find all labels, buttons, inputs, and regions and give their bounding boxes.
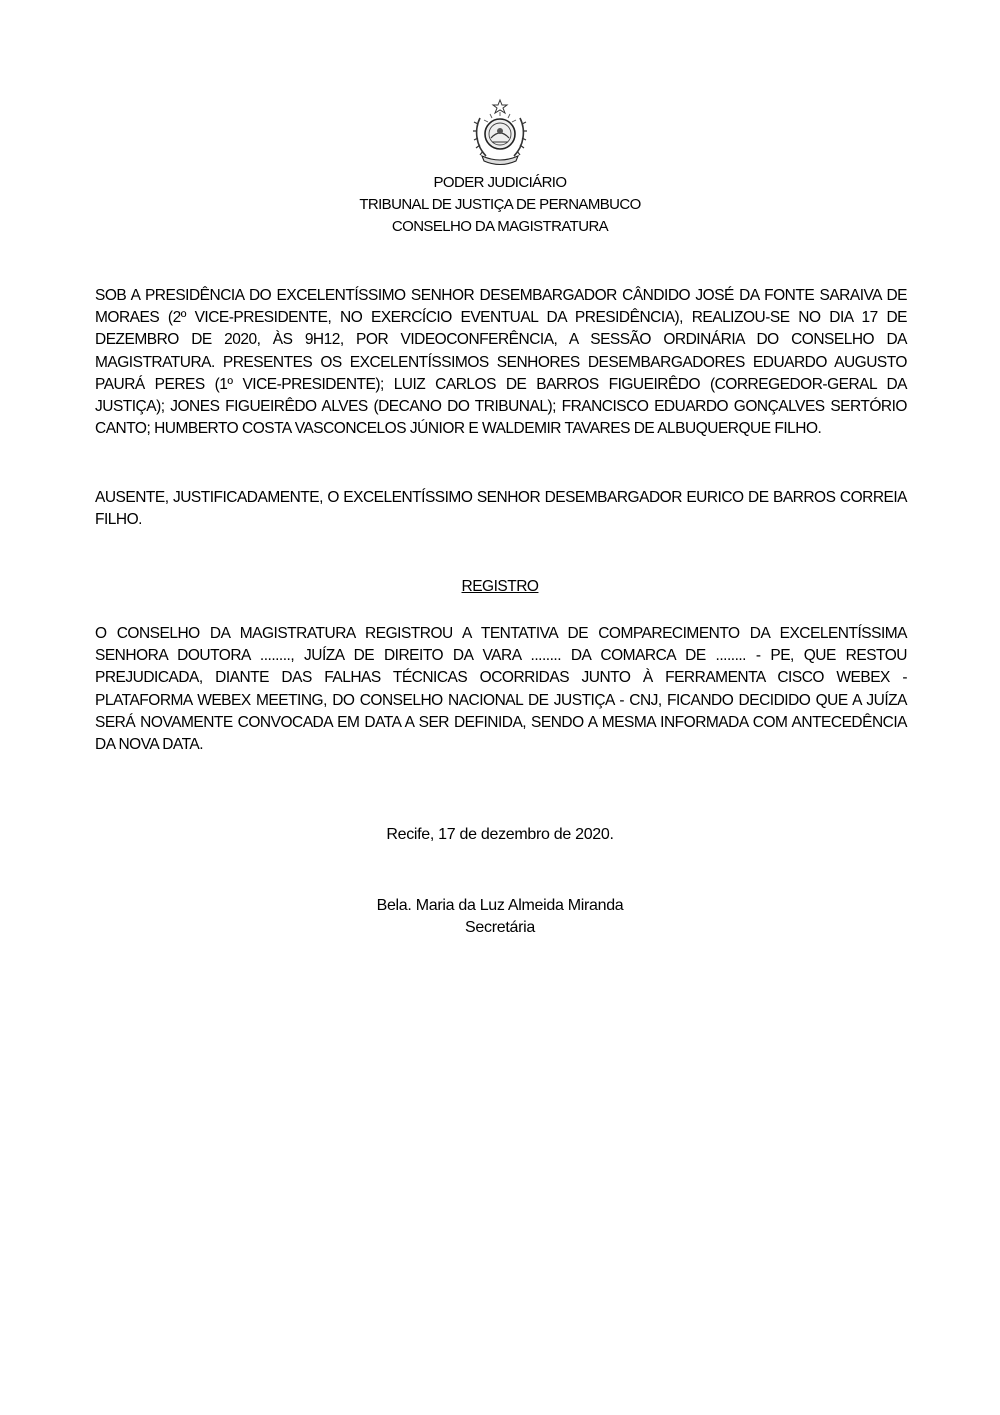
registro-paragraph: O CONSELHO DA MAGISTRATURA REGISTROU A TENTATIVA DE COMPARECIMENTO DA EXCELENTÍSSIMA SENHORA DOUTORA ........, JUÍZA DE DIREITO DA VARA ........ DA COMARCA DE ........ - PE, QUE RESTOU PREJUDICADA, DIANTE DAS FALHAS TÉCNICAS OCORRIDAS JUNTO À FERRAMENTA CISCO WEBEX - PLATAFORMA WEBEX MEETING, DO CONSELHO NACIONAL DE JUSTIÇA - CNJ, FICANDO DECIDIDO QUE A JUÍZA SERÁ NOVAMENTE CONVOCADA EM DATA A SER DEFINIDA, SENDO A MESMA INFORMADA COM ANTECEDÊNCIA DA NOVA DATA.	[95, 625, 907, 754]
place-date: Recife, 17 de dezembro de 2020.	[386, 826, 614, 843]
header-line-1: PODER JUDICIÁRIO	[433, 174, 567, 191]
session-paragraph: SOB A PRESIDÊNCIA DO EXCELENTÍSSIMO SENHOR DESEMBARGADOR CÂNDIDO JOSÉ DA FONTE SARAIVA DE MORAES (2º VICE-PRESIDENTE, NO EXERCÍCIO EVENTUAL DA PRESIDÊNCIA), REALIZOU-SE NO DIA 17 DE DEZEMBRO DE 2020, ÀS 9H12, POR VIDEOCONFERÊNCIA, A SESSÃO ORDINÁRIA DO CONSELHO DA MAGISTRATURA. PRESENTES OS EXCELENTÍSSIMOS SENHORES DESEMBARGADORES EDUARDO AUGUSTO PAURÁ PERES (1º VICE-PRESIDENTE); LUIZ CARLOS DE BARROS FIGUEIRÊDO (CORREGEDOR-GERAL DA JUSTIÇA); JONES FIGUEIRÊDO ALVES (DECANO DO TRIBUNAL); FRANCISCO EDUARDO GONÇALVES SERTÓRIO CANTO; HUMBERTO COSTA VASCONCELOS JÚNIOR E WALDEMIR TAVARES DE ALBUQUERQUE FILHO.	[95, 287, 907, 438]
section-title: REGISTRO	[461, 578, 539, 595]
signer-title: Secretária	[465, 919, 535, 936]
signature-block	[0, 895, 1000, 939]
absence-paragraph: AUSENTE, JUSTIFICADAMENTE, O EXCELENTÍSSIMO SENHOR DESEMBARGADOR EURICO DE BARROS CORREIA FILHO.	[95, 489, 907, 529]
document-header	[0, 172, 1000, 238]
header-line-2: TRIBUNAL DE JUSTIÇA DE PERNAMBUCO	[359, 196, 641, 213]
pernambuco-coat-of-arms-icon	[470, 98, 530, 166]
signer-name: Bela. Maria da Luz Almeida Miranda	[376, 897, 624, 914]
header-line-3: CONSELHO DA MAGISTRATURA	[391, 218, 609, 235]
